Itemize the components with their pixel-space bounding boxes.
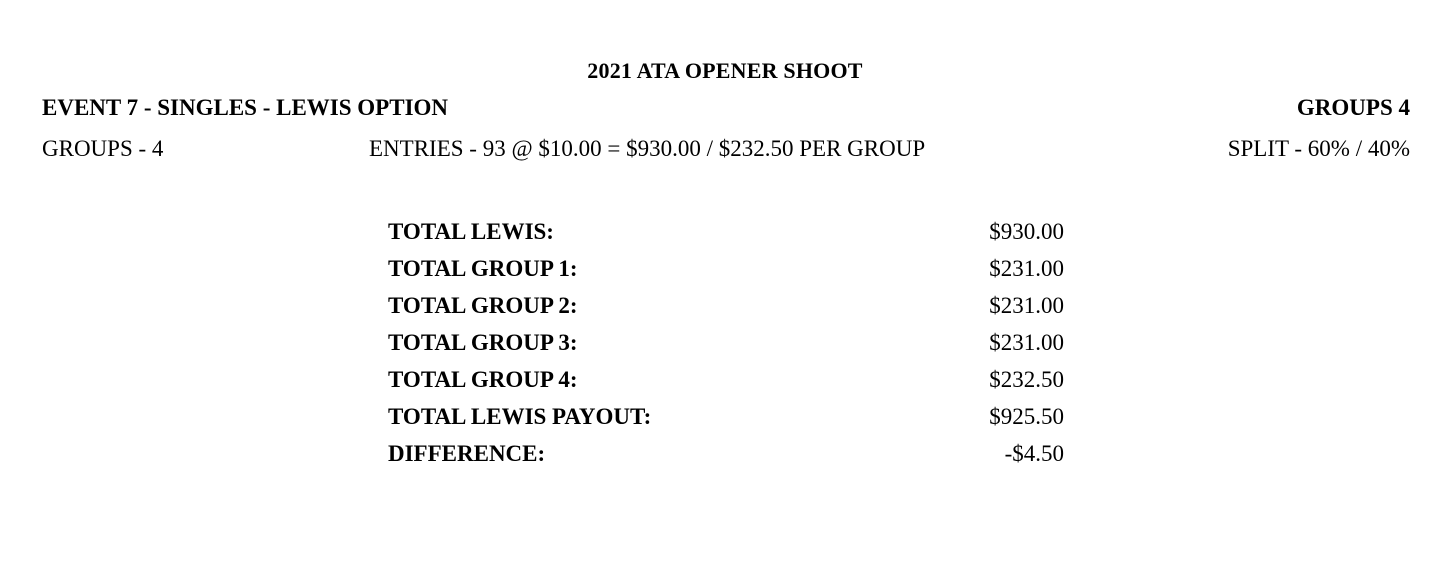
total-value: $930.00 <box>989 219 1064 244</box>
event-header-row <box>42 95 1410 121</box>
split-info: SPLIT - 60% / 40% <box>1227 136 1410 161</box>
groups-info: GROUPS - 4 <box>42 136 164 161</box>
event-title: EVENT 7 - SINGLES - LEWIS OPTION <box>42 95 449 120</box>
table-row <box>388 441 1064 478</box>
total-value: -$4.50 <box>1004 441 1064 466</box>
total-label: TOTAL GROUP 1: <box>388 256 578 281</box>
total-label: TOTAL LEWIS PAYOUT: <box>388 404 652 429</box>
total-value: $231.00 <box>989 256 1064 281</box>
table-row <box>388 219 1064 256</box>
groups-count-header: GROUPS 4 <box>1296 95 1410 120</box>
table-row <box>388 330 1064 367</box>
total-value: $232.50 <box>989 367 1064 392</box>
total-value: $925.50 <box>989 404 1064 429</box>
page-title: 2021 ATA OPENER SHOOT <box>587 58 863 83</box>
event-info-row <box>42 136 1410 166</box>
table-row <box>388 404 1064 441</box>
totals-table <box>388 219 1064 478</box>
total-label: TOTAL GROUP 4: <box>388 367 578 392</box>
total-label: DIFFERENCE: <box>388 441 546 466</box>
table-row <box>388 256 1064 293</box>
total-label: TOTAL GROUP 3: <box>388 330 578 355</box>
total-value: $231.00 <box>989 330 1064 355</box>
total-label: TOTAL GROUP 2: <box>388 293 578 318</box>
total-value: $231.00 <box>989 293 1064 318</box>
total-label: TOTAL LEWIS: <box>388 219 554 244</box>
table-row <box>388 367 1064 404</box>
table-row <box>388 293 1064 330</box>
entries-info: ENTRIES - 93 @ $10.00 = $930.00 / $232.50 PER GROUP <box>369 136 926 161</box>
